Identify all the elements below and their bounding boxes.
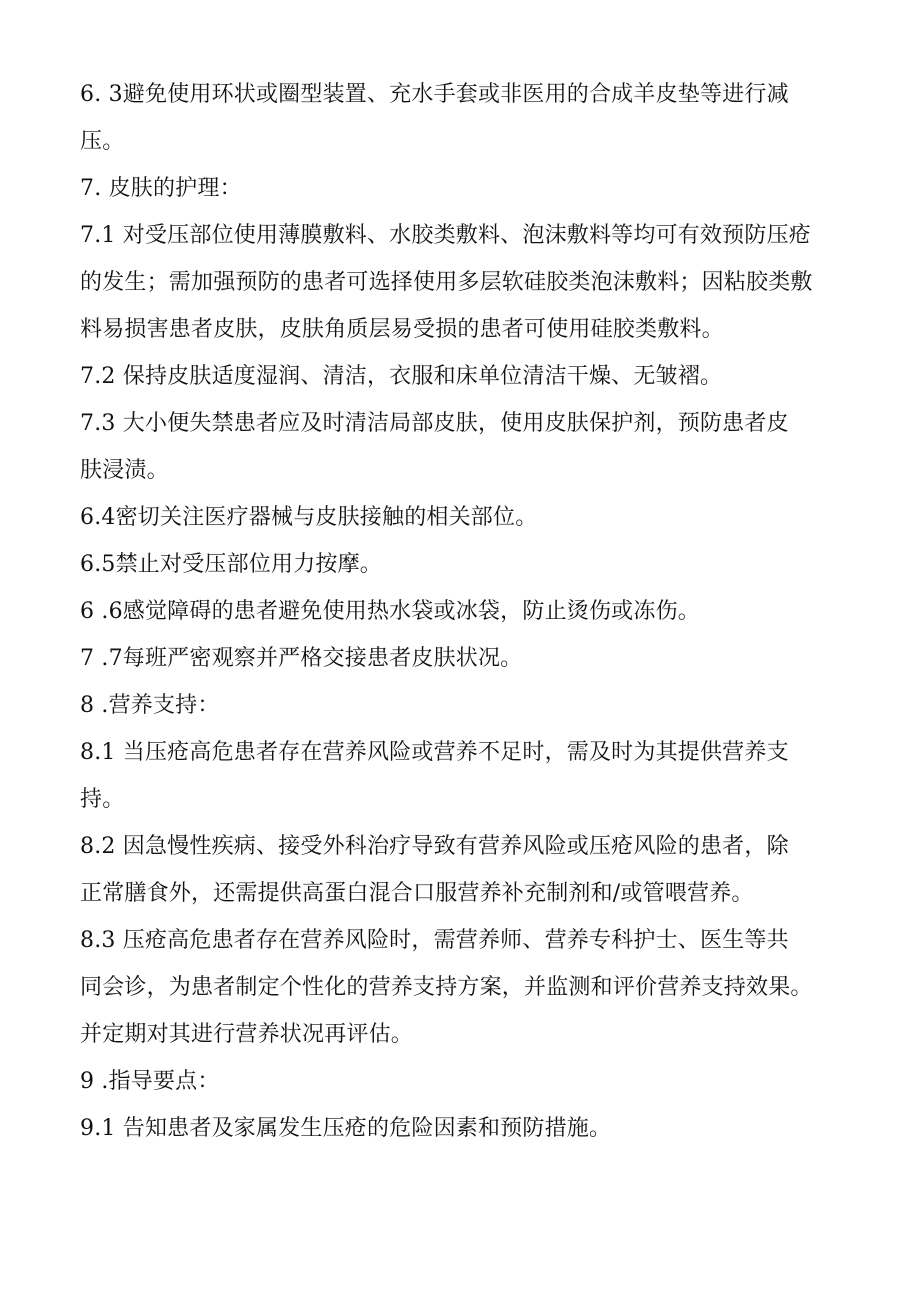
- text-line-7-1: 7.1 对受压部位使用薄膜敷料、水胶类敷料、泡沫敷料等均可有效预防压疮: [80, 223, 811, 248]
- text-line-8-2-cont: 正常膳食外，还需提供高蛋白混合口服营养补充制剂和/或管喂营养。: [80, 881, 754, 906]
- text-line-7-2: 7.2 保持皮肤适度湿润、清洁，衣服和床单位清洁干燥、无皱褶。: [80, 364, 723, 389]
- text-line-7-7: 7 .7每班严密观察并严格交接患者皮肤状况。: [80, 646, 523, 671]
- text-line-8-3-cont-2: 并定期对其进行营养状况再评估。: [80, 1022, 414, 1047]
- text-line-6-3-cont: 压。: [80, 129, 125, 154]
- text-line-7-1-cont-1: 的发生；需加强预防的患者可选择使用多层软硅胶类泡沫敷料；因粘胶类敷: [80, 270, 813, 295]
- text-line-6-4: 6.4密切关注医疗器械与皮肤接触的相关部位。: [80, 505, 538, 530]
- section-heading-9: 9 .指导要点：: [80, 1069, 220, 1094]
- text-line-6-3: 6. 3避免使用环状或圈型装置、充水手套或非医用的合成羊皮垫等进行减: [80, 82, 789, 107]
- text-line-9-1: 9.1 告知患者及家属发生压疮的危险因素和预防措施。: [80, 1116, 612, 1141]
- text-line-8-2: 8.2 因急慢性疾病、接受外科治疗导致有营养风险或压疮风险的患者，除: [80, 834, 789, 859]
- text-line-7-3-cont: 肤浸渍。: [80, 458, 169, 483]
- section-heading-8: 8 .营养支持：: [80, 693, 220, 718]
- text-line-6-6: 6 .6感觉障碍的患者避免使用热水袋或冰袋，防止烫伤或冻伤。: [80, 599, 700, 624]
- text-line-8-1: 8.1 当压疮高危患者存在营养风险或营养不足时，需及时为其提供营养支: [80, 740, 789, 765]
- text-line-7-1-cont-2: 料易损害患者皮肤，皮肤角质层易受损的患者可使用硅胶类敷料。: [80, 317, 724, 342]
- text-line-8-3-cont-1: 同会诊，为患者制定个性化的营养支持方案，并监测和评价营养支持效果。: [80, 975, 813, 1000]
- section-heading-7: 7. 皮肤的护理：: [80, 176, 242, 201]
- text-line-7-3: 7.3 大小便失禁患者应及时清洁局部皮肤，使用皮肤保护剂，预防患者皮: [80, 411, 789, 436]
- text-line-8-1-cont: 持。: [80, 787, 125, 812]
- text-line-6-5: 6.5禁止对受压部位用力按摩。: [80, 552, 382, 577]
- text-line-8-3: 8.3 压疮高危患者存在营养风险时，需营养师、营养专科护士、医生等共: [80, 928, 789, 953]
